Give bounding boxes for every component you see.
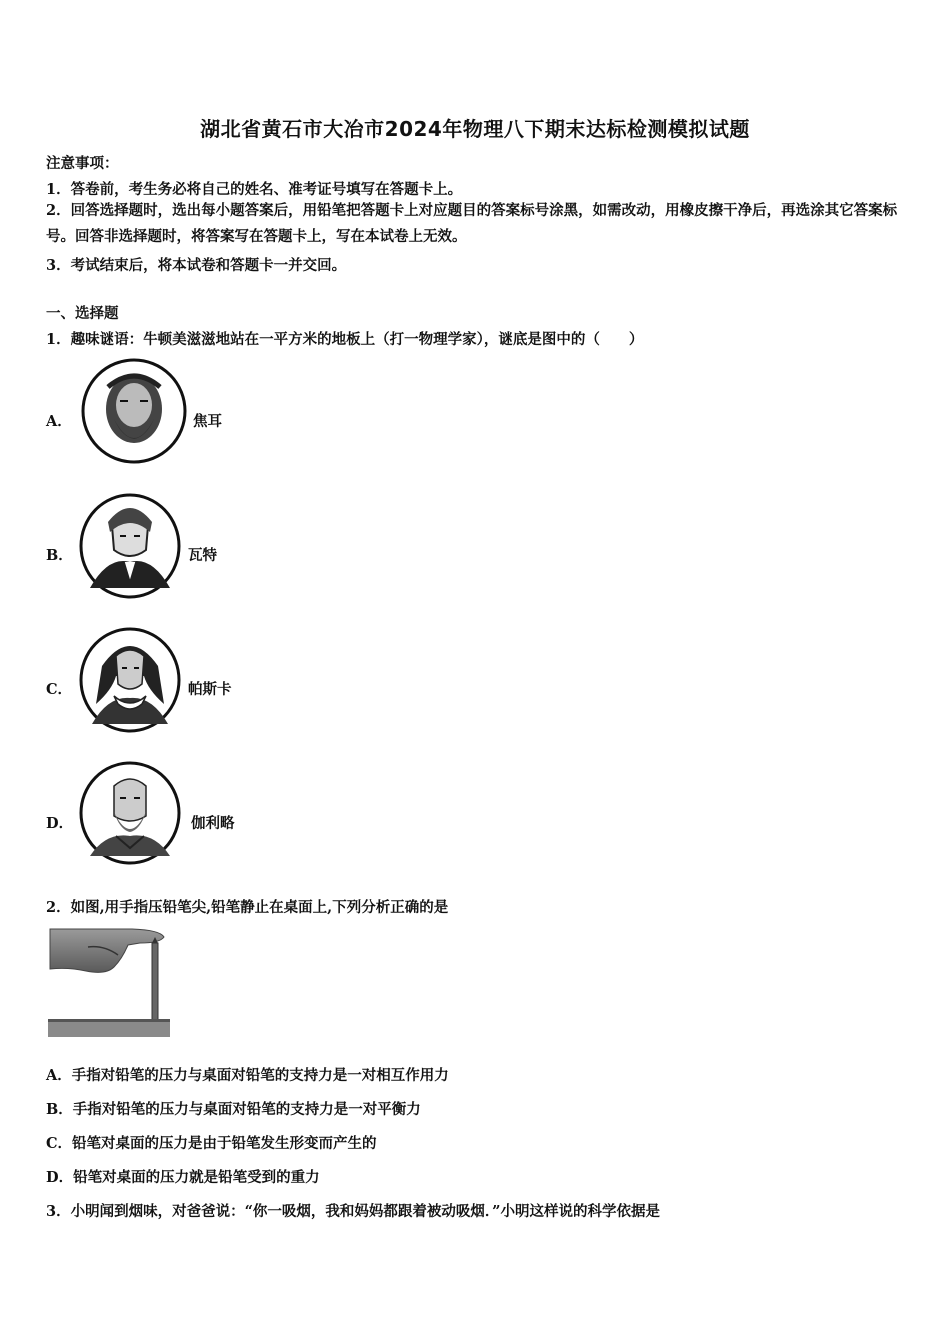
option-a-letter: A． xyxy=(46,413,72,430)
option-b-label: 瓦特 xyxy=(188,547,217,564)
question-2-option-c: C．铅笔对桌面的压力是由于铅笔发生形变而产生的 xyxy=(46,1135,377,1152)
portrait-pascal-image xyxy=(78,626,182,734)
question-1-stem: 1．趣味谜语：牛顿美滋滋地站在一平方米的地板上（打一物理学家），谜底是图中的（ ） xyxy=(46,331,644,348)
question-2-stem: 2．如图,用手指压铅笔尖,铅笔静止在桌面上,下列分析正确的是 xyxy=(46,899,449,916)
portrait-watt-image xyxy=(78,492,182,600)
option-a-label: 焦耳 xyxy=(193,413,222,430)
portrait-galileo-image xyxy=(78,760,182,866)
option-b-letter: B． xyxy=(46,547,73,564)
notice-heading: 注意事项： xyxy=(46,155,119,172)
question-2-option-a: A．手指对铅笔的压力与桌面对铅笔的支持力是一对相互作用力 xyxy=(46,1067,449,1084)
question-2-option-d: D．铅笔对桌面的压力就是铅笔受到的重力 xyxy=(46,1169,320,1186)
option-d-letter: D． xyxy=(46,815,74,832)
portrait-joule-image xyxy=(80,357,188,465)
question-3-stem: 3．小明闻到烟味，对爸爸说：“你一吸烟，我和妈妈都跟着被动吸烟．”小明这样说的科学依据是 xyxy=(46,1203,661,1220)
pencil-press-figure xyxy=(48,925,172,1039)
page-title: 湖北省黄石市大冶市2024年物理八下期末达标检测模拟试题 xyxy=(200,117,750,141)
notice-item-2: 2．回答选择题时，选出每小题答案后，用铅笔把答题卡上对应题目的答案标号涂黑，如需改动，用橡皮擦干净后，再选涂其它答案标号。回答非选择题时，将答案写在答题卡上，写在本试卷上无效。 xyxy=(46,202,898,245)
question-2-option-b: B．手指对铅笔的压力与桌面对铅笔的支持力是一对平衡力 xyxy=(46,1101,421,1118)
option-c-label: 帕斯卡 xyxy=(188,681,232,698)
notice-item-1: 1．答卷前，考生务必将自己的姓名、准考证号填写在答题卡上。 xyxy=(46,181,463,198)
section-heading: 一、选择题 xyxy=(46,305,119,322)
option-c-letter: C． xyxy=(46,681,73,698)
option-d-label: 伽利略 xyxy=(191,815,235,832)
notice-item-3: 3．考试结束后，将本试卷和答题卡一并交回。 xyxy=(46,257,347,274)
